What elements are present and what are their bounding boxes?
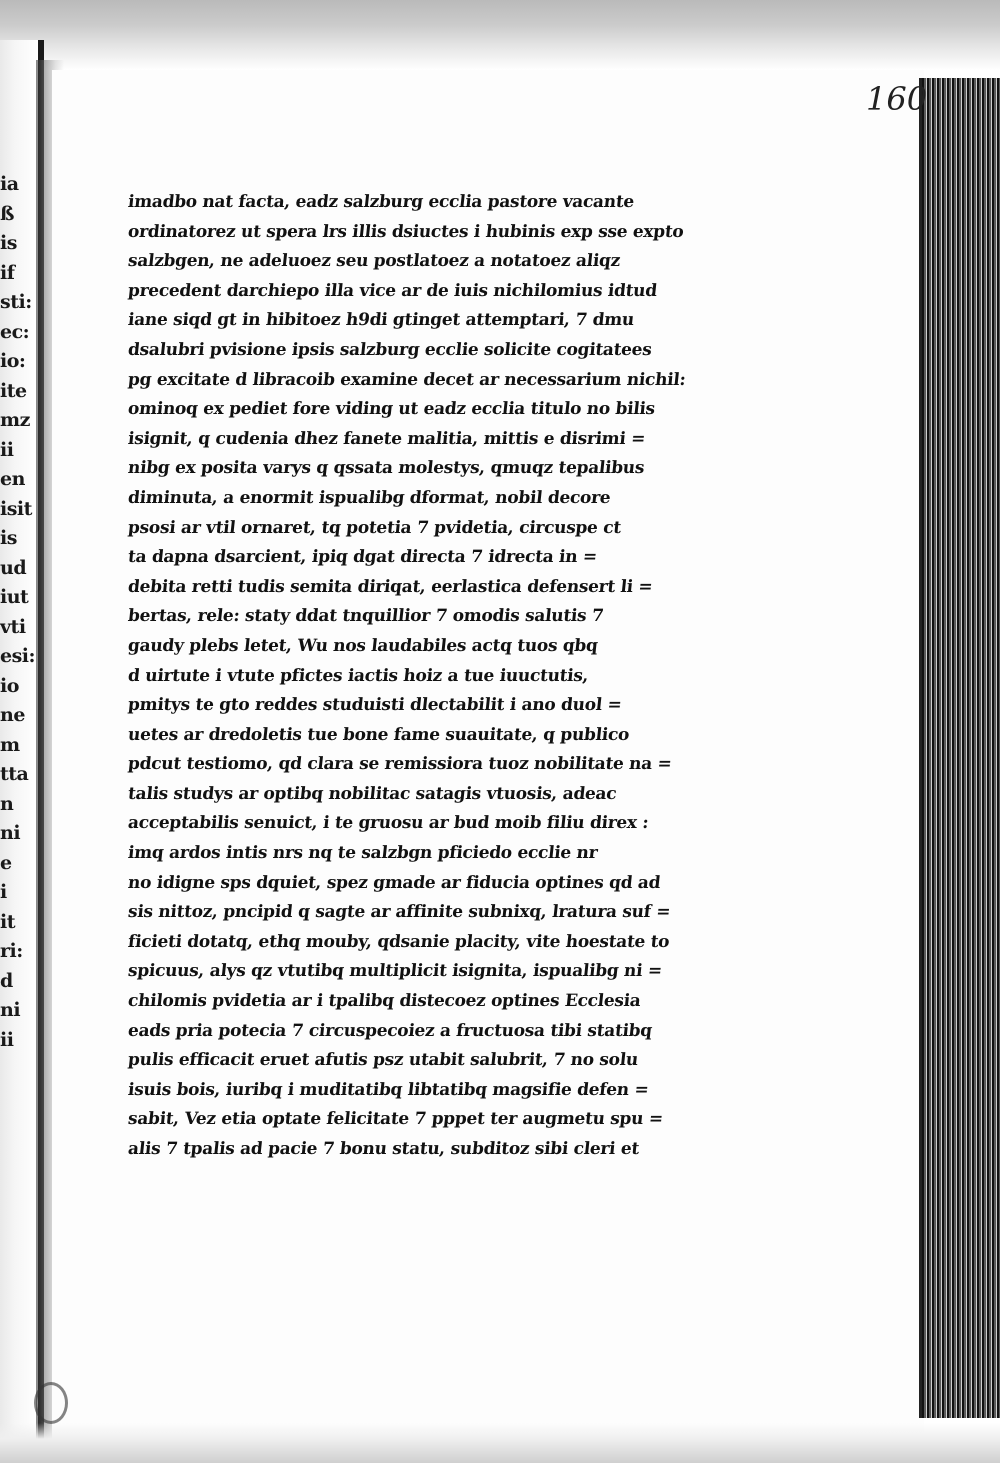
left-margin-fragment: ud [0, 556, 27, 579]
manuscript-line: salzbgen, ne adeluoez seu postlatoez a notatoez aliqz [127, 251, 622, 272]
left-margin-fragment: ri: [0, 940, 23, 962]
left-margin-fragment: ni [0, 822, 21, 844]
left-margin-fragment: d [0, 969, 13, 992]
left-margin-fragment: it [0, 910, 15, 933]
left-margin-fragment: ite [0, 379, 27, 402]
manuscript-line: nibg ex posita varys q qssata molestys, qmuqz tepalibus [127, 458, 646, 479]
left-margin-fragment: if [0, 261, 15, 284]
manuscript-line: acceptabilis senuict, i te gruosu ar bud moib filiu direx : [127, 813, 650, 834]
manuscript-line: no idigne sps dquiet, spez gmade ar fiducia optines qd ad [127, 872, 662, 893]
manuscript-line: eads pria potecia 7 circuspecoiez a fructuosa tibi statibq [127, 1020, 653, 1041]
manuscript-line: sabit, Vez etia optate felicitate 7 pppet ter augmetu spu = [127, 1109, 664, 1130]
manuscript-line: talis studys ar optibq nobilitac satagis vtuosis, adeac [127, 783, 618, 804]
page-bottom-edge [0, 1423, 1000, 1463]
manuscript-line: gaudy plebs letet, Wu nos laudabiles actq tuos qbq [127, 635, 599, 656]
left-margin-fragment: ec: [0, 320, 30, 343]
left-margin-fragment: e [0, 851, 12, 874]
left-margin-fragment: sti: [0, 291, 32, 313]
manuscript-line: pulis efficacit eruet afutis psz utabit salubrit, 7 no solu [127, 1050, 640, 1071]
manuscript-line: ta dapna dsarcient, ipiq dgat directa 7 idrecta in = [127, 547, 598, 568]
left-margin-fragment: m [0, 733, 20, 756]
left-margin-fragment: isit [0, 497, 32, 520]
manuscript-line: pdcut testiomo, qd clara se remissiora tuoz nobilitate na = [127, 754, 673, 775]
manuscript-line: bertas, rele: staty ddat tnquillior 7 omodis salutis 7 [127, 606, 605, 627]
manuscript-line: diminuta, a enormit ispualibg dformat, nobil decore [127, 487, 612, 508]
manuscript-line: sis nittoz, pncipid q sagte ar affinite subnixq, lratura suf = [127, 902, 672, 923]
manuscript-line: ficieti dotatq, ethq mouby, qdsanie placity, vite hoestate to [127, 931, 671, 952]
manuscript-line: chilomis pvidetia ar i tpalibq distecoez optines Ecclesia [127, 991, 642, 1012]
left-margin-fragment: vti [0, 615, 26, 638]
left-margin-fragment: en [0, 468, 25, 490]
manuscript-text-block [128, 188, 768, 1165]
left-margin-fragment: i [0, 881, 7, 903]
manuscript-line: ordinatorez ut spera lrs illis dsiuctes i hubinis exp sse expto [127, 221, 685, 242]
left-margin-fragment: esi: [0, 645, 36, 667]
binding-clasp [34, 1382, 68, 1424]
left-margin-fragment: ne [0, 704, 25, 726]
manuscript-line: spicuus, alys qz vtutibq multiplicit isignita, ispualibg ni = [127, 961, 663, 982]
manuscript-line: pg excitate d libracoib examine decet ar necessarium nichil: [127, 369, 687, 390]
left-page-text-fragments [0, 170, 40, 1055]
left-margin-fragment: ni [0, 999, 21, 1021]
left-margin-fragment: io [0, 674, 19, 697]
manuscript-line: ominoq ex pediet fore viding ut eadz ecclia titulo no bilis [127, 399, 656, 420]
manuscript-line: isignit, q cudenia dhez fanete malitia, mittis e disrimi = [127, 428, 647, 449]
manuscript-line: psosi ar vtil ornaret, tq potetia 7 pvidetia, circuspe ct [127, 517, 622, 538]
manuscript-line: pmitys te gto reddes studuisti dlectabilit i ano duol = [127, 695, 623, 716]
manuscript-line: iane siqd gt in hibitoez h9di gtinget attemptari, 7 dmu [127, 310, 636, 331]
book-binding-shadow [0, 0, 1000, 70]
manuscript-line: uetes ar dredoletis tue bone fame suauitate, q publico [127, 724, 631, 745]
left-margin-fragment: ii [0, 438, 14, 461]
manuscript-line: imadbo nat facta, eadz salzburg ecclia pastore vacante [127, 192, 635, 212]
manuscript-line: alis 7 tpalis ad pacie 7 bonu statu, subditoz sibi cleri et [127, 1139, 640, 1159]
manuscript-line: isuis bois, iuribq i muditatibq libtatibq magsifie defen = [127, 1079, 650, 1100]
manuscript-line: imq ardos intis nrs nq te salzbgn pficiedo ecclie nr [127, 843, 599, 864]
page-block-edges [919, 78, 1000, 1418]
left-margin-fragment: ß [0, 202, 14, 225]
left-margin-fragment: is [0, 232, 17, 254]
left-margin-fragment: ia [0, 173, 19, 195]
left-margin-fragment: mz [0, 409, 30, 431]
folio-number: 160 [866, 80, 928, 118]
left-margin-fragment: n [0, 792, 14, 815]
manuscript-line: precedent darchiepo illa vice ar de iuis nichilomius idtud [127, 280, 658, 301]
left-margin-fragment: iut [0, 586, 29, 608]
left-margin-fragment: tta [0, 763, 29, 785]
manuscript-line: dsalubri pvisione ipsis salzburg ecclie solicite cogitatees [127, 339, 653, 360]
left-margin-fragment: ii [0, 1028, 14, 1051]
manuscript-line: d uirtute i vtute pfictes iactis hoiz a tue iuuctutis, [127, 665, 590, 686]
left-margin-fragment: is [0, 527, 17, 549]
left-margin-fragment: io: [0, 350, 26, 372]
manuscript-line: debita retti tudis semita diriqat, eerlastica defensert li = [127, 576, 654, 597]
